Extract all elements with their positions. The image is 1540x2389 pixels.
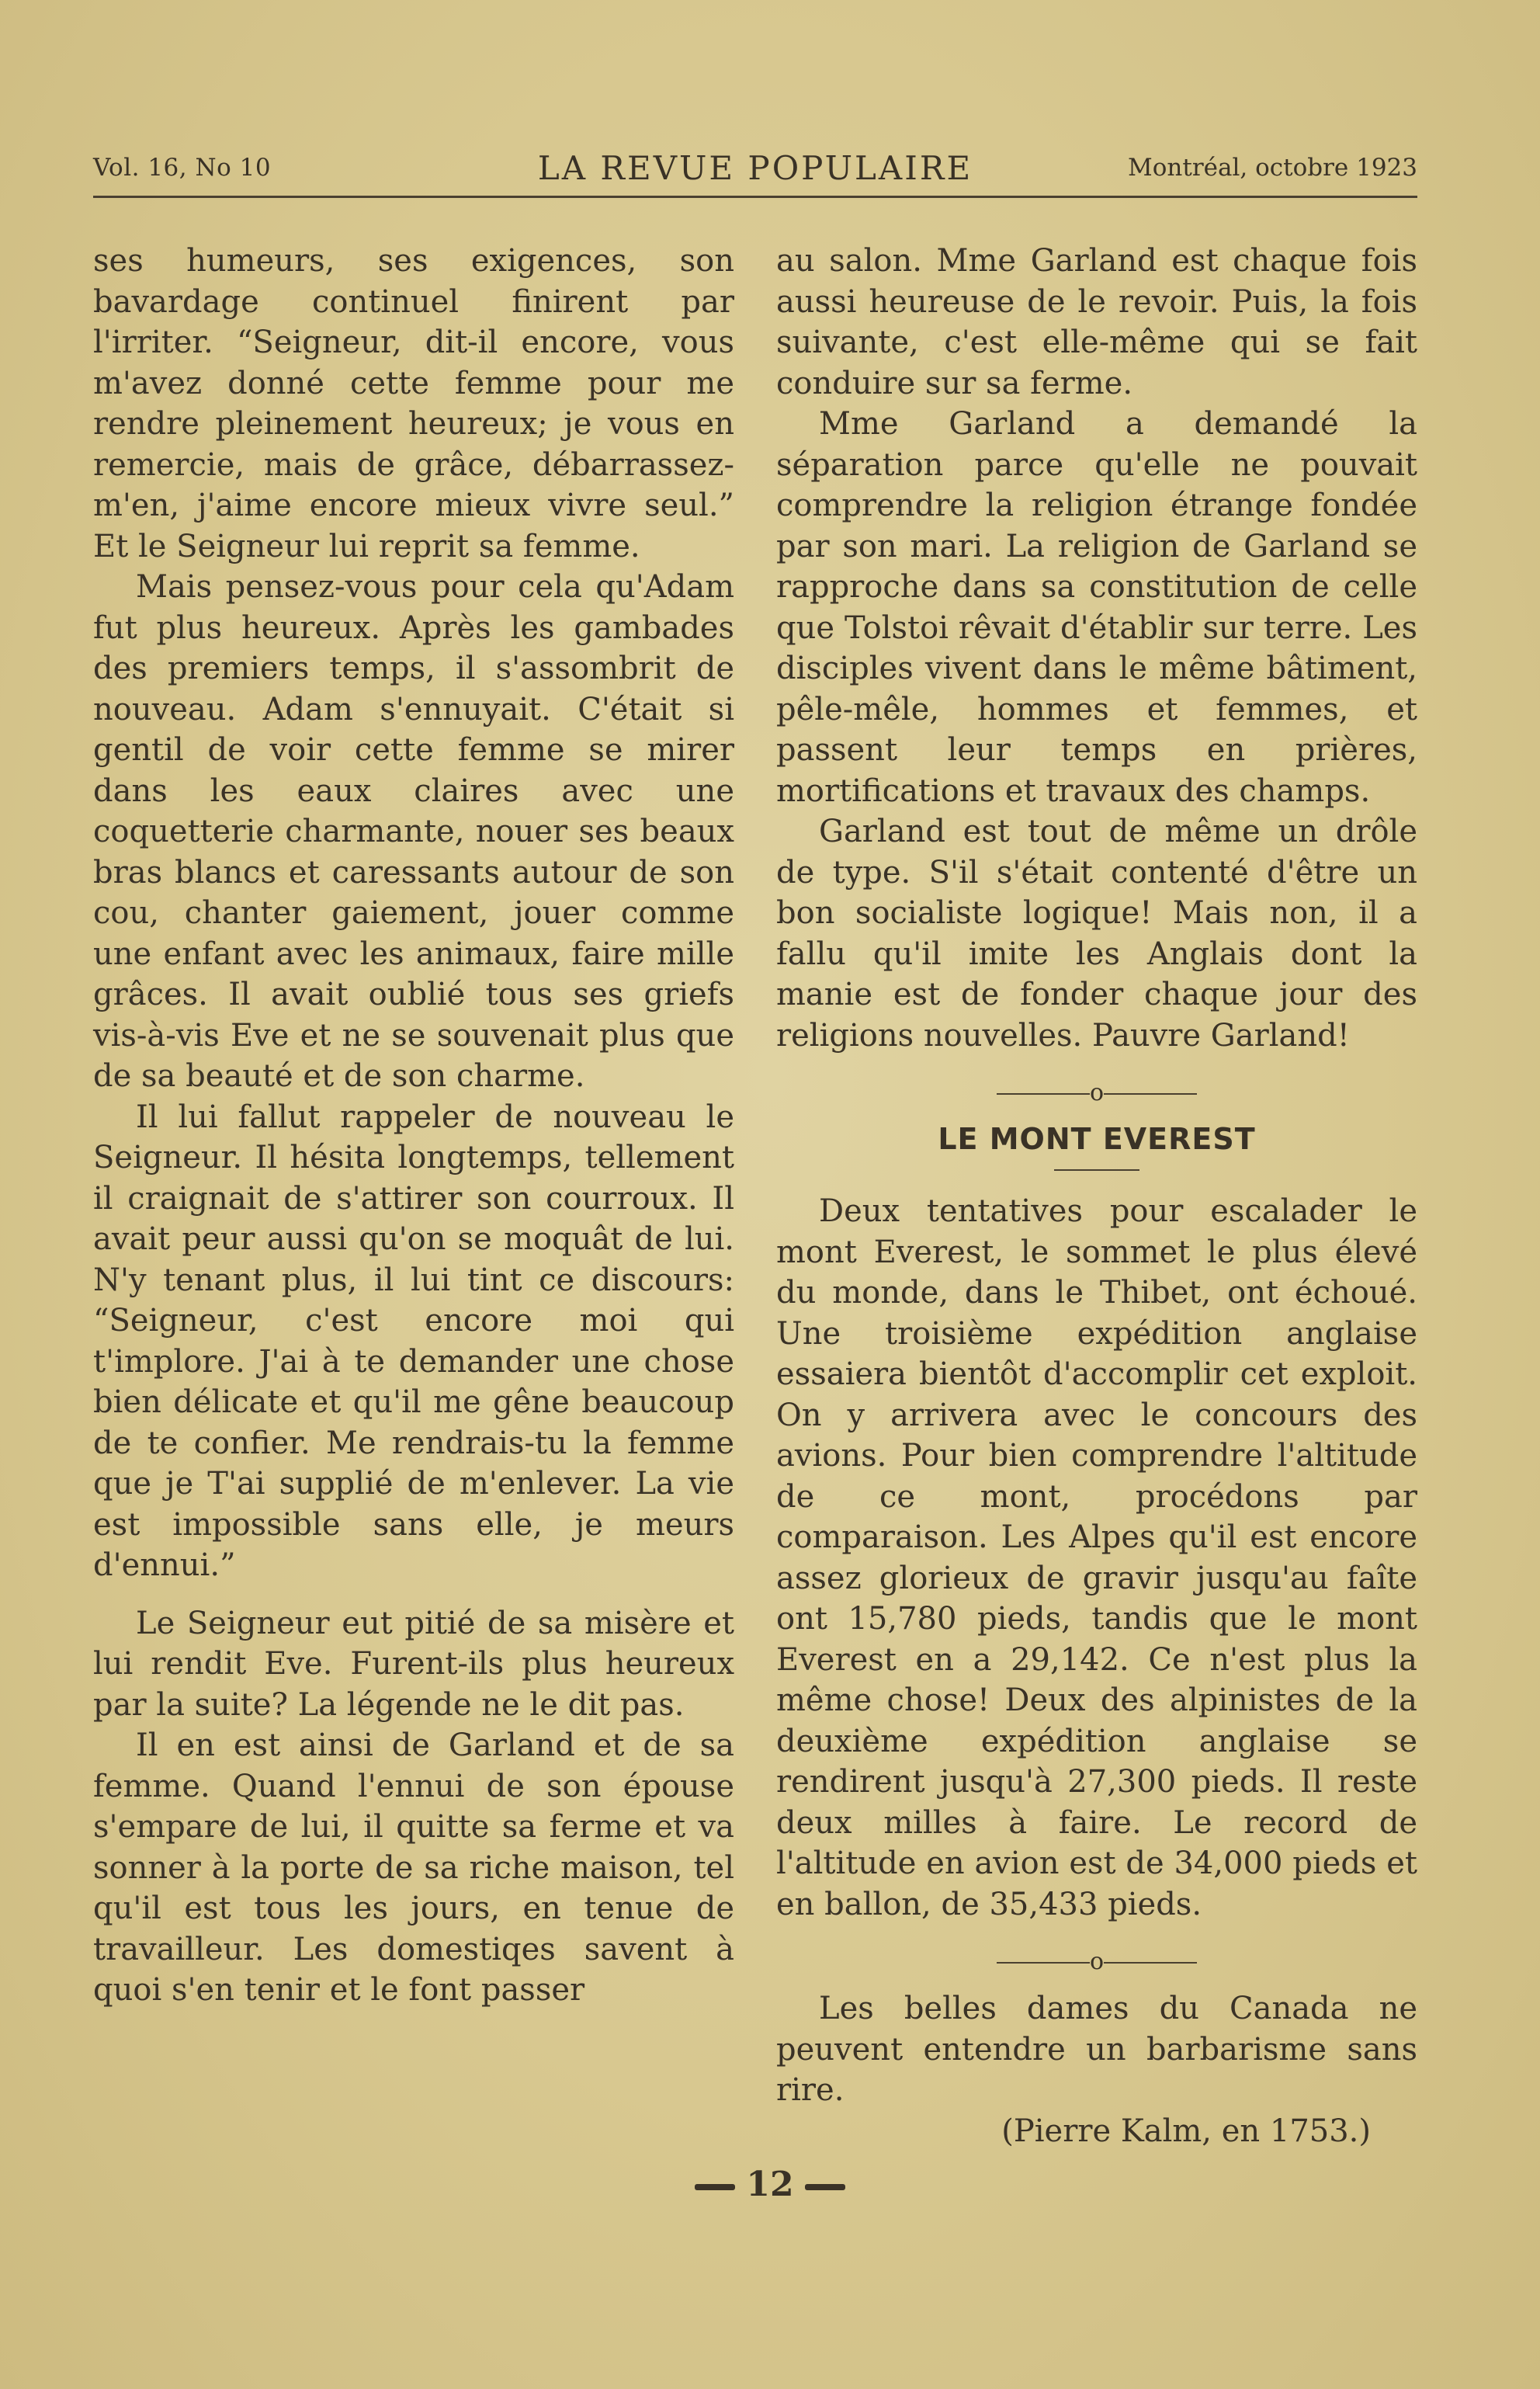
paragraph: Le Seigneur eut pitié de sa misère et lui rendit Eve. Furent-ils plus heureux par la suite? La légende ne le dit pas. [93,1605,734,1723]
paragraph: Mais pensez-vous pour cela qu'Adam fut plus heureux. Après les gambades des premiers temps, il s'assombrit de nouveau. Adam s'ennuyait. C'était si gentil de voir cette femme se mirer dans les eaux claires avec une coquetterie charmante, nouer ses beaux bras blancs et caressants autour de son cou, chanter gaiement, jouer comme une enfant avec les animaux, faire mille grâces. Il avait oublié tous ses griefs vis-à-vis Eve et ne se souvenait plus que de sa beauté et de son charme. [93,569,734,1094]
right-column [776,241,1417,2151]
separator-line [997,1093,1090,1095]
paragraph: Mme Garland a demandé la séparation parce qu'elle ne pouvait comprendre la religion étrange fondée par son mari. La religion de Garland se rapproche dans sa constitution de celle que Tolstoi rêvait d'établir sur terre. Les disciples vivent dans le même bâtiment, pêle-mêle, hommes et femmes, et passent leur temps en prières, mortifications et travaux des champs. [776,406,1417,809]
paragraph: ses humeurs, ses exigences, son bavardage continuel finirent par l'irriter. “Seigneur, dit-il encore, vous m'avez donné cette femme pour me rendre pleinement heureux; je vous en remercie, mais de grâce, débarrassez-m'en, j'aime encore mieux vivre seul.” Et le Seigneur lui reprit sa femme. [93,243,734,564]
separator-mark: o [1089,1948,1105,1975]
folio-ornament [805,2184,845,2190]
volume-number: Vol. 16, No 10 [93,154,272,182]
paragraph: Deux tentatives pour escalader le mont Everest, le sommet le plus élevé du monde, dans le Thibet, ont échoué. Une troisième expédition anglaise essaiera bientôt d'accomplir cet exploit. On y arrivera avec le concours des avions. Pour bien comprendre l'altitude de ce mont, procédons par comparaison. Les Alpes qu'il est encore assez glorieux de gravir jusqu'au faîte ont 15,780 pieds, tandis que le mont Everest en a 29,142. Ce n'est plus la même chose! Deux des alpinistes de la deuxième expédition anglaise se rendirent jusqu'à 27,300 pieds. Il reste deux milles à faire. Le record de l'altitude en avion est de 34,000 pieds et en ballon, de 35,433 pieds. [776,1193,1417,1922]
quote-source: (Pierre Kalm, en 1753.) [1001,2113,1371,2149]
paragraph: Garland est tout de même un drôle de type. S'il s'était contenté d'être un bon socialiste logique! Mais non, il a fallu qu'il imite les Anglais dont la manie est de fonder chaque jour des religions nouvelles. Pauvre Garland! [776,814,1417,1054]
page-number [0,2165,1540,2204]
separator-line [997,1962,1090,1964]
header-rule [93,196,1417,198]
publication-title: LA REVUE POPULAIRE [537,149,973,187]
separator-line [1104,1093,1197,1095]
section-title: LE MONT EVEREST [938,1122,1256,1156]
title-underline [1054,1169,1139,1171]
section-separator [776,1946,1417,1978]
paragraph: Il en est ainsi de Garland et de sa femme. Quand l'ennui de son épouse s'empare de lui, il quitte sa ferme et va sonner à la porte de sa riche maison, tel qu'il est tous les jours, en tenue de travailleur. Les domestiqes savent à quoi s'en tenir et le font passer [93,1728,734,2008]
folio-ornament [695,2184,735,2190]
separator-line [1104,1962,1197,1964]
paragraph: Les belles dames du Canada ne peuvent entendre un barbarisme sans rire. [776,1991,1417,2108]
left-column [93,241,734,2011]
issue-date: Montréal, octobre 1923 [1128,154,1417,182]
paragraph: Il lui fallut rappeler de nouveau le Seigneur. Il hésita longtemps, tellement il craignait de s'attirer son courroux. Il avait peur aussi qu'on se moquât de lui. N'y tenant plus, il lui tint ce discours: “Seigneur, c'est encore moi qui t'implore. J'ai à te demander une chose bien délicate et qu'il me gêne beaucoup de te confier. Me rendrais-tu la femme que je T'ai supplié de m'enlever. La vie est impossible sans elle, je meurs d'ennui.” [93,1099,734,1583]
page-header [93,149,1417,196]
page-number-text: 12 [746,2165,794,2204]
paragraph: au salon. Mme Garland est chaque fois aussi heureuse de le revoir. Puis, la fois suivante, c'est elle-même qui se fait conduire sur sa ferme. [776,243,1417,401]
separator-mark: o [1089,1079,1105,1106]
section-separator [776,1078,1417,1109]
